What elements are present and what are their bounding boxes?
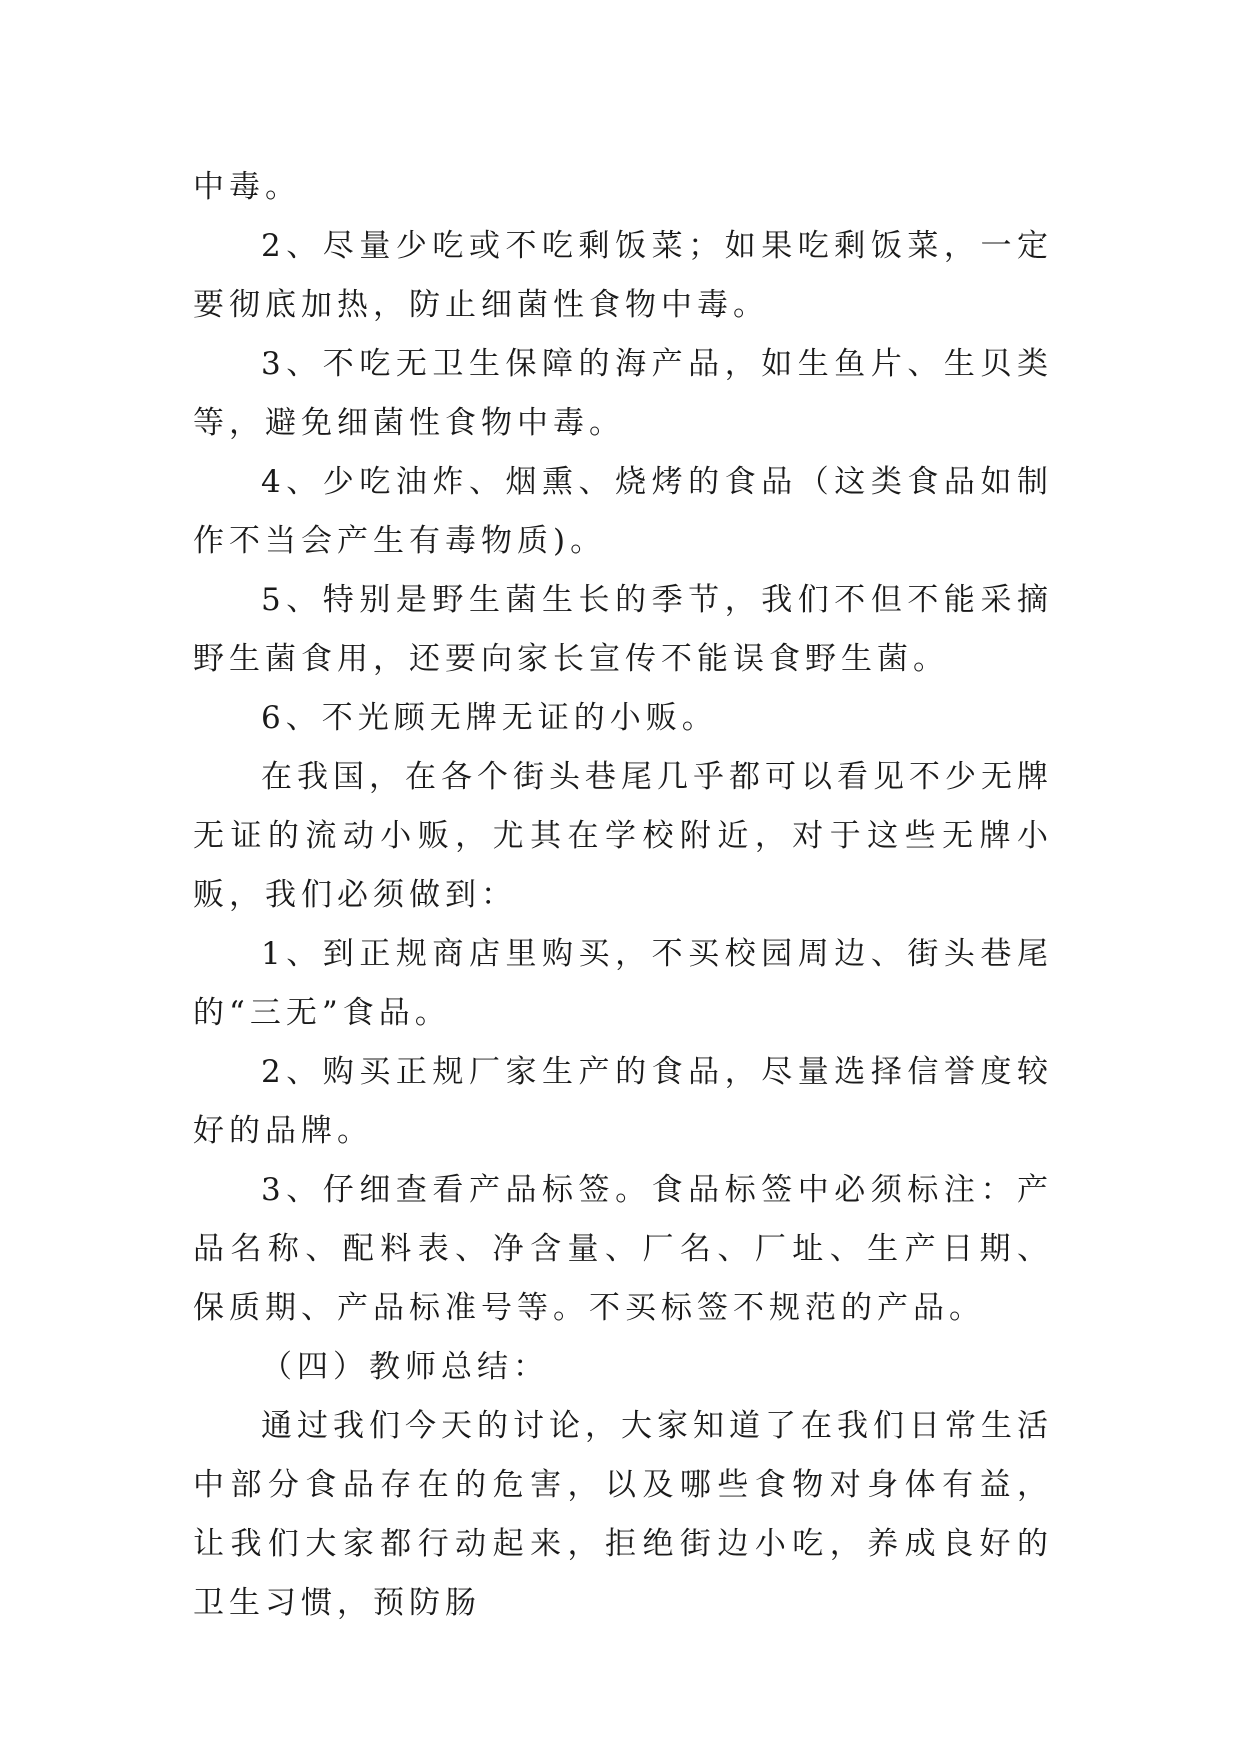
paragraph-10: 3、仔细查看产品标签。食品标签中必须标注：产品名称、配料表、净含量、厂名、厂址、生产日期、保质期、产品标准号等。不买标签不规范的产品。: [193, 1172, 1053, 1326]
paragraph-6: 6、不光顾无牌无证的小贩。: [261, 700, 718, 736]
paragraph-9: 2、购买正规厂家生产的食品，尽量选择信誉度较好的品牌。: [193, 1054, 1053, 1149]
paragraph-2: 2、尽量少吃或不吃剩饭菜；如果吃剩饭菜，一定要彻底加热，防止细菌性食物中毒。: [193, 228, 1053, 323]
paragraph-5: 5、特别是野生菌生长的季节，我们不但不能采摘野生菌食用，还要向家长宣传不能误食野生菌。: [193, 582, 1053, 677]
paragraph-12: 通过我们今天的讨论，大家知道了在我们日常生活中部分食品存在的危害，以及哪些食物对身体有益，让我们大家都行动起来，拒绝街边小吃，养成良好的卫生习惯，预防肠: [193, 1408, 1053, 1621]
document-body: [193, 158, 1053, 1633]
paragraph-8: 1、到正规商店里购买，不买校园周边、街头巷尾的“三无”食品。: [193, 936, 1053, 1031]
paragraph-1: 中毒。: [193, 169, 301, 205]
paragraph-7: 在我国，在各个街头巷尾几乎都可以看见不少无牌无证的流动小贩，尤其在学校附近，对于这些无牌小贩，我们必须做到：: [193, 759, 1053, 913]
paragraph-4: 4、少吃油炸、烟熏、烧烤的食品（这类食品如制作不当会产生有毒物质)。: [193, 464, 1053, 559]
section-heading-teacher-summary: （四）教师总结：: [261, 1349, 549, 1385]
paragraph-3: 3、不吃无卫生保障的海产品，如生鱼片、生贝类等，避免细菌性食物中毒。: [193, 346, 1053, 441]
